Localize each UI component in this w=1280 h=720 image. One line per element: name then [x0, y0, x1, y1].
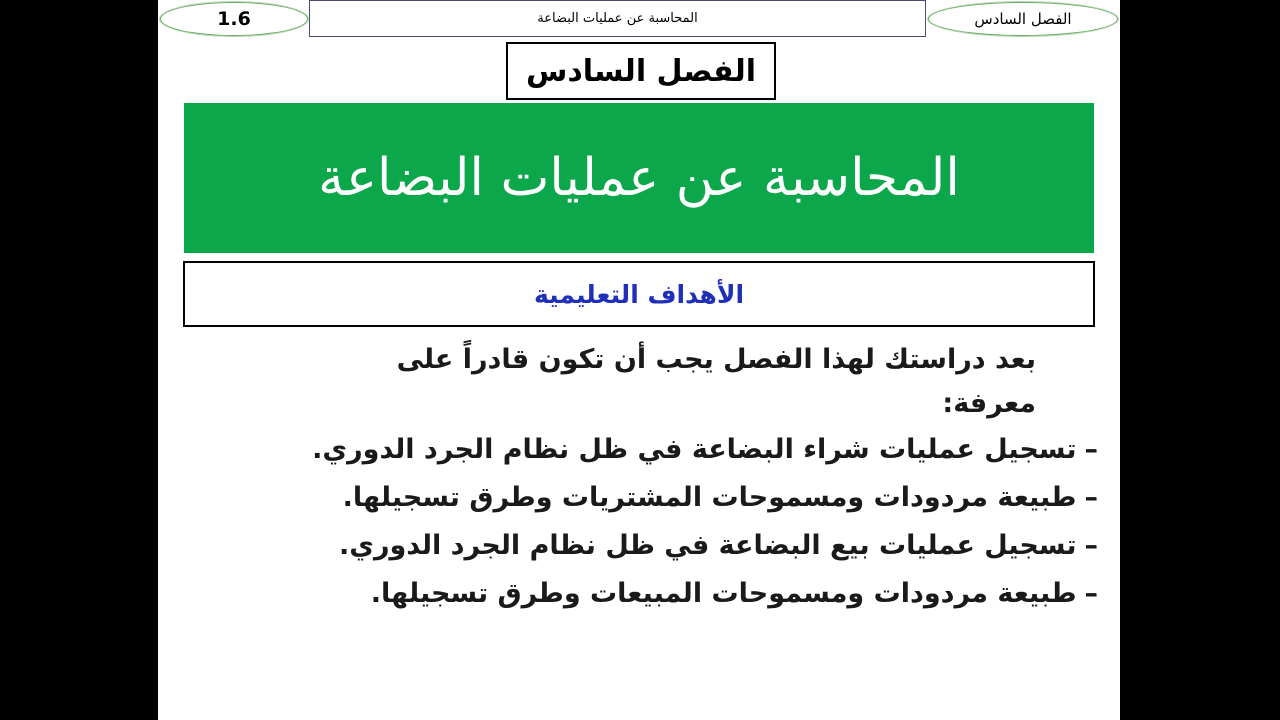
- chapter-heading: الفصل السادس: [525, 53, 757, 89]
- chapter-heading-box: [506, 42, 776, 100]
- objective-text: تسجيل عمليات بيع البضاعة في ظل نظام الجرد الدوري.: [338, 530, 1077, 561]
- bullet-dash: –: [1084, 578, 1098, 609]
- objective-item: [338, 474, 1098, 522]
- title-banner: [184, 103, 1094, 253]
- objectives-header-box: [183, 261, 1095, 327]
- slide: [158, 0, 1120, 720]
- objective-text: طبيعة مردودات ومسموحات المبيعات وطرق تسجيلها.: [370, 578, 1077, 609]
- objectives-intro: بعد دراستك لهذا الفصل يجب أن تكون قادراً على معرفة:: [396, 344, 1036, 419]
- objectives-title: الأهداف التعليمية: [533, 279, 745, 309]
- page-number-badge: [160, 2, 308, 36]
- objective-text: طبيعة مردودات ومسموحات المشتريات وطرق تسجيلها.: [342, 482, 1077, 513]
- bullet-dash: –: [1084, 434, 1098, 465]
- objective-item: [312, 426, 1098, 474]
- header-title-box: [309, 0, 926, 37]
- objective-item: [338, 522, 1098, 570]
- bullet-dash: –: [1084, 482, 1098, 513]
- page-number: 1.6: [217, 8, 251, 30]
- objective-item: [338, 570, 1098, 618]
- chapter-label: الفصل السادس: [974, 10, 1072, 28]
- objectives-content: [312, 338, 1098, 618]
- banner-title: المحاسبة عن عمليات البضاعة: [318, 148, 960, 208]
- bullet-dash: –: [1084, 530, 1098, 561]
- header-title: المحاسبة عن عمليات البضاعة: [537, 11, 698, 26]
- chapter-label-badge: [928, 2, 1118, 36]
- objective-text: تسجيل عمليات شراء البضاعة في ظل نظام الجرد الدوري.: [312, 434, 1077, 465]
